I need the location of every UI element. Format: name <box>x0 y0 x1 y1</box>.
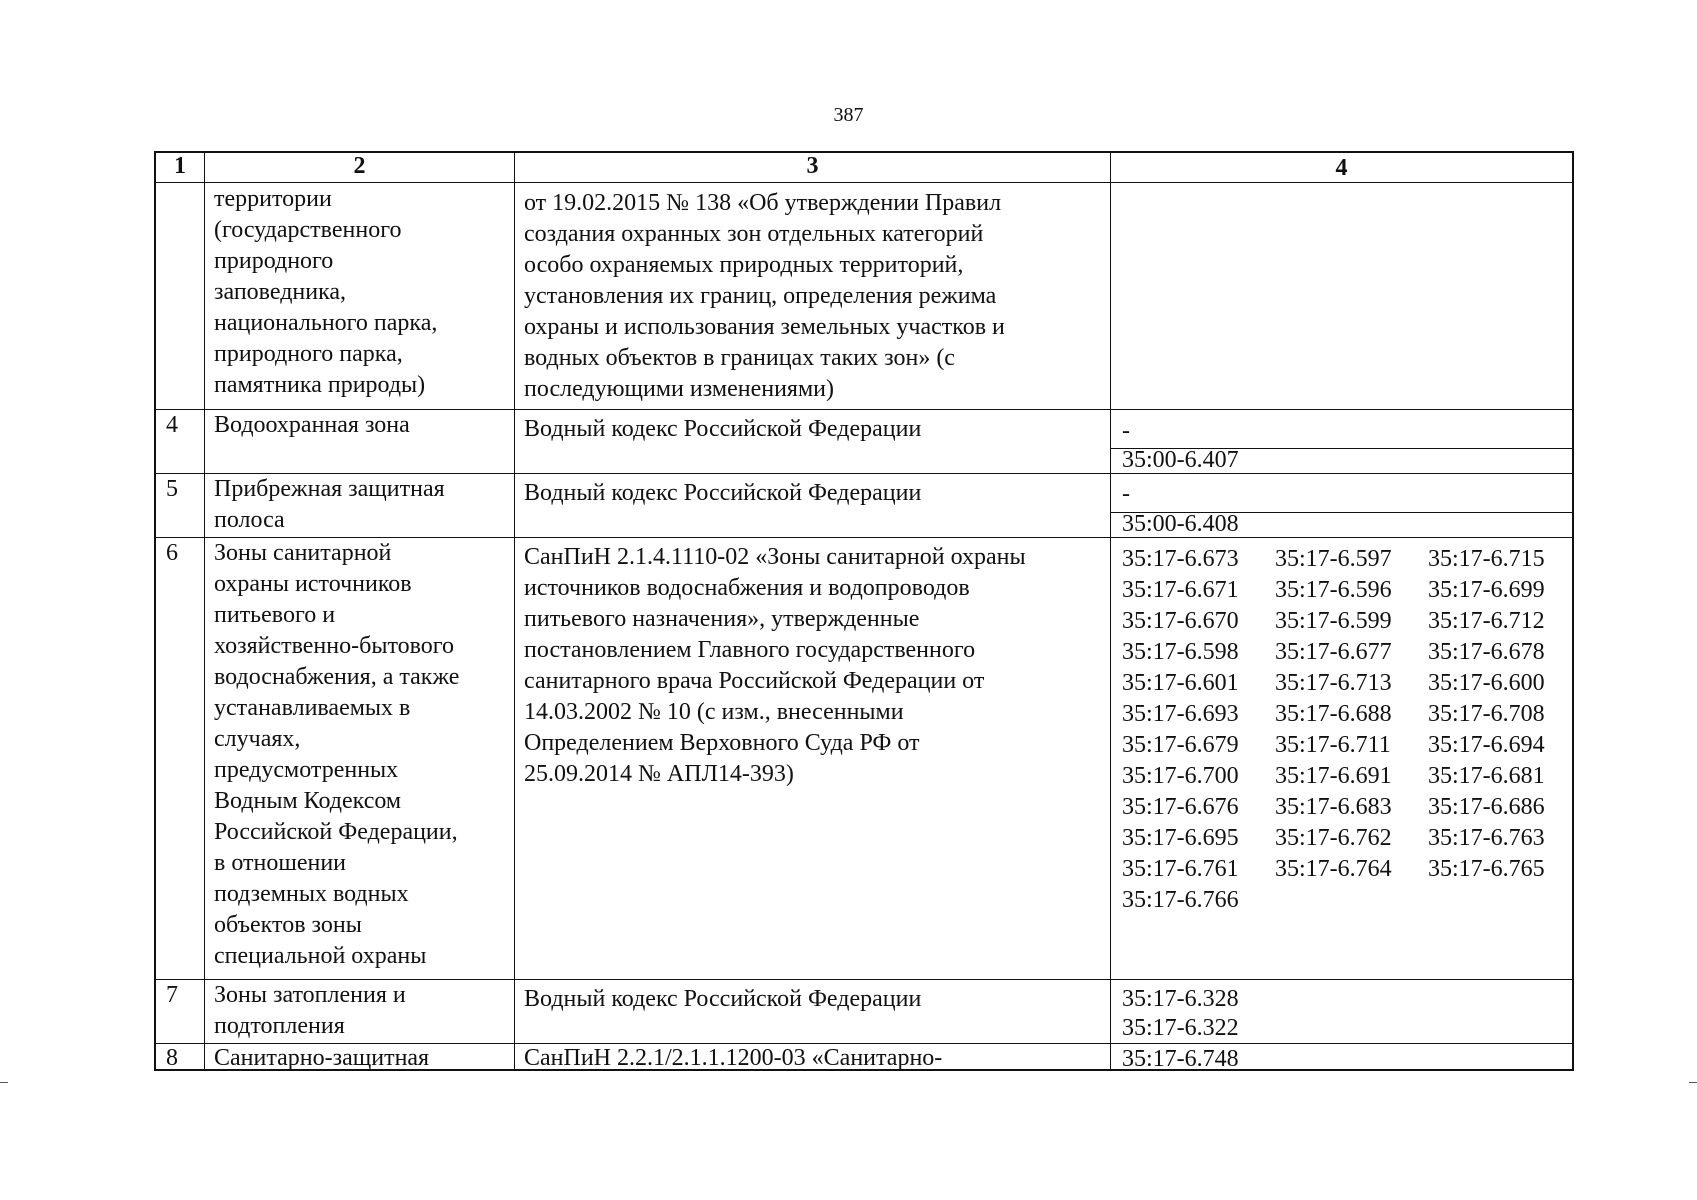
scan-edge-mark <box>0 1082 8 1083</box>
zone-code: 35:17-6.715 <box>1428 546 1545 572</box>
column-divider <box>514 151 515 1071</box>
zone-code: 35:17-6.686 <box>1428 794 1545 820</box>
zone-code: 35:17-6.713 <box>1275 670 1392 696</box>
zone-code: 35:17-6.683 <box>1275 794 1392 820</box>
row-number: 5 <box>166 476 178 502</box>
zone-code: 35:00-6.407 <box>1122 447 1239 473</box>
page-number: 387 <box>833 104 864 126</box>
regulation-text: СанПиН 2.1.4.1110-02 «Зоны санитарной охраны источников водоснабжения и водопроводов питьевого назначения», утвержденные постановлением Главного государственного санитарного врача Российской Федерации от 14.03.2002 № 10 (с изм., внесенными Определением Верховного Суда РФ от 25.09.2014 № АПЛ14-393) <box>524 544 1026 787</box>
zone-code: 35:17-6.677 <box>1275 639 1392 665</box>
regulation-text: от 19.02.2015 № 138 «Об утверждении Правил создания охранных зон отдельных категорий особо охраняемых природных территорий, установления их границ, определения режима охраны и использования земельных участков и водных объектов в границах таких зон» (с последующими изменениями) <box>524 190 1005 402</box>
header-col-2: 2 <box>353 153 366 179</box>
zone-code: - <box>1122 418 1130 444</box>
column-divider <box>1110 151 1111 1071</box>
zone-code: 35:17-6.766 <box>1122 887 1239 913</box>
zone-code: 35:17-6.708 <box>1428 701 1545 727</box>
zone-code: 35:17-6.700 <box>1122 763 1239 789</box>
zone-code: 35:17-6.671 <box>1122 577 1239 603</box>
zone-code: 35:00-6.408 <box>1122 511 1239 537</box>
zone-code: 35:17-6.598 <box>1122 639 1239 665</box>
zone-code: 35:17-6.748 <box>1122 1046 1239 1072</box>
zone-code: 35:17-6.601 <box>1122 670 1239 696</box>
regulation-text: Водный кодекс Российской Федерации <box>524 416 922 442</box>
zone-code: 35:17-6.765 <box>1428 856 1545 882</box>
row-number: 7 <box>166 982 178 1008</box>
zone-code: - <box>1122 481 1130 507</box>
zone-code: 35:17-6.599 <box>1275 608 1392 634</box>
zone-code: 35:17-6.678 <box>1428 639 1545 665</box>
zone-name: Прибрежная защитная полоса <box>214 476 445 533</box>
scan-edge-mark <box>1689 1082 1697 1083</box>
zone-name: Санитарно-защитная <box>214 1045 430 1071</box>
column-divider <box>204 151 205 1071</box>
zone-code: 35:17-6.670 <box>1122 608 1239 634</box>
zone-code: 35:17-6.761 <box>1122 856 1239 882</box>
zone-code: 35:17-6.691 <box>1275 763 1392 789</box>
zone-code: 35:17-6.679 <box>1122 732 1239 758</box>
zone-code: 35:17-6.597 <box>1275 546 1392 572</box>
zone-code: 35:17-6.699 <box>1428 577 1545 603</box>
header-col-1: 1 <box>174 153 186 179</box>
zone-code: 35:17-6.596 <box>1275 577 1392 603</box>
zones-table <box>154 151 1574 1071</box>
zone-code: 35:17-6.673 <box>1122 546 1239 572</box>
zone-name: Зоны затопления и подтопления <box>214 982 406 1039</box>
row-number: 4 <box>166 412 178 438</box>
column-divider <box>154 151 156 1071</box>
zone-code: 35:17-6.600 <box>1428 670 1545 696</box>
regulation-text: СанПиН 2.2.1/2.1.1.1200-03 «Санитарно- <box>524 1045 943 1071</box>
zone-code: 35:17-6.695 <box>1122 825 1239 851</box>
zone-code-list <box>1122 544 1581 916</box>
zone-code: 35:17-6.694 <box>1428 732 1545 758</box>
zone-code: 35:17-6.711 <box>1275 732 1391 758</box>
zone-name: Водоохранная зона <box>214 412 410 438</box>
regulation-text: Водный кодекс Российской Федерации <box>524 480 922 506</box>
zone-code: 35:17-6.762 <box>1275 825 1392 851</box>
zone-name: территории (государственного природного заповедника, национального парка, природного парка, памятника природы) <box>214 186 438 398</box>
regulation-text: Водный кодекс Российской Федерации <box>524 986 922 1012</box>
row-number: 6 <box>166 540 178 566</box>
zone-code: 35:17-6.693 <box>1122 701 1239 727</box>
zone-code: 35:17-6.712 <box>1428 608 1545 634</box>
zone-code: 35:17-6.328 <box>1122 986 1239 1012</box>
row-number: 8 <box>166 1045 178 1071</box>
zone-code: 35:17-6.763 <box>1428 825 1545 851</box>
header-col-4: 4 <box>1335 155 1348 181</box>
zone-code: 35:17-6.676 <box>1122 794 1239 820</box>
zone-code: 35:17-6.681 <box>1428 763 1545 789</box>
header-col-3: 3 <box>806 153 819 179</box>
zone-name: Зоны санитарной охраны источников питьевого и хозяйственно-бытового водоснабжения, а также устанавливаемых в случаях, предусмотренных Водным Кодексом Российской Федерации, в отношении подземных водных объектов зоны специальной охраны <box>214 540 460 969</box>
zone-code: 35:17-6.764 <box>1275 856 1392 882</box>
zone-code: 35:17-6.322 <box>1122 1015 1239 1041</box>
zone-code: 35:17-6.688 <box>1275 701 1392 727</box>
